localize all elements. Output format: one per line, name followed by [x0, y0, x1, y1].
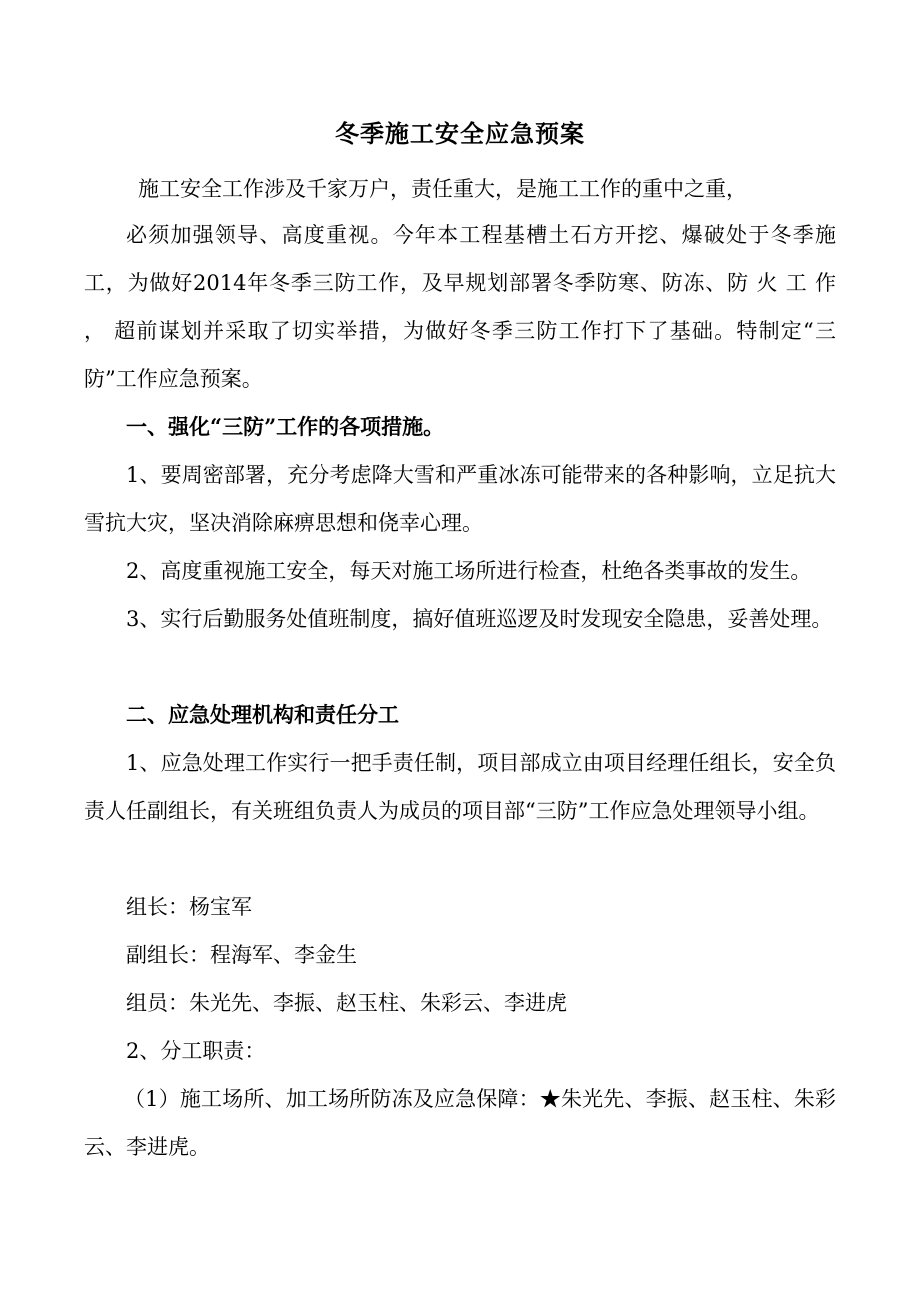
- section-heading-1: 一、强化“三防”工作的各项措施。: [126, 414, 445, 439]
- measure-3: 3、实行后勤服务处值班制度，搞好值班巡逻及时发现安全隐患，妥善处理。: [126, 607, 833, 631]
- measure-2: 2、高度重视施工安全，每天对施工场所进行检查，杜绝各类事故的发生。: [126, 559, 812, 583]
- members-line: 组员：朱光先、李振、赵玉柱、朱彩云、李进虎: [126, 991, 567, 1015]
- duties-heading: 2、分工职责：: [126, 1039, 266, 1063]
- deputy-leader-line: 副组长：程海军、李金生: [126, 943, 357, 967]
- duty-item-1: （1）施工场所、加工场所防冻及应急保障：★朱光先、李振、赵玉柱、朱彩云、李进虎。: [84, 1087, 836, 1159]
- intro-paragraph: 必须加强领导、高度重视。今年本工程基槽土石方开挖、爆破处于冬季施工，为做好2014年冬季三防工作，及早规划部署冬季防寒、防冻、防 火 工 作 ， 超前谋划并采取了切实举措，为做好冬季三防工作打下了基础。特制定“三防”工作应急预案。: [84, 223, 836, 391]
- section-heading-2: 二、应急处理机构和责任分工: [126, 702, 399, 727]
- org-paragraph: 1、应急处理工作实行一把手责任制，项目部成立由项目经理任组长，安全负责人任副组长，有关班组负责人为成员的项目部“三防”工作应急处理领导小组。: [84, 751, 836, 823]
- document-title: 冬季施工安全应急预案: [335, 119, 585, 148]
- measure-1: 1、要周密部署，充分考虑降大雪和严重冰冻可能带来的各种影响，立足抗大雪抗大灾，坚决消除麻痹思想和侥幸心理。: [84, 463, 836, 535]
- leader-line: 组长：杨宝军: [126, 895, 252, 919]
- intro-paragraph-line1: 施工安全工作涉及千家万户，责任重大，是施工工作的重中之重，: [138, 177, 747, 201]
